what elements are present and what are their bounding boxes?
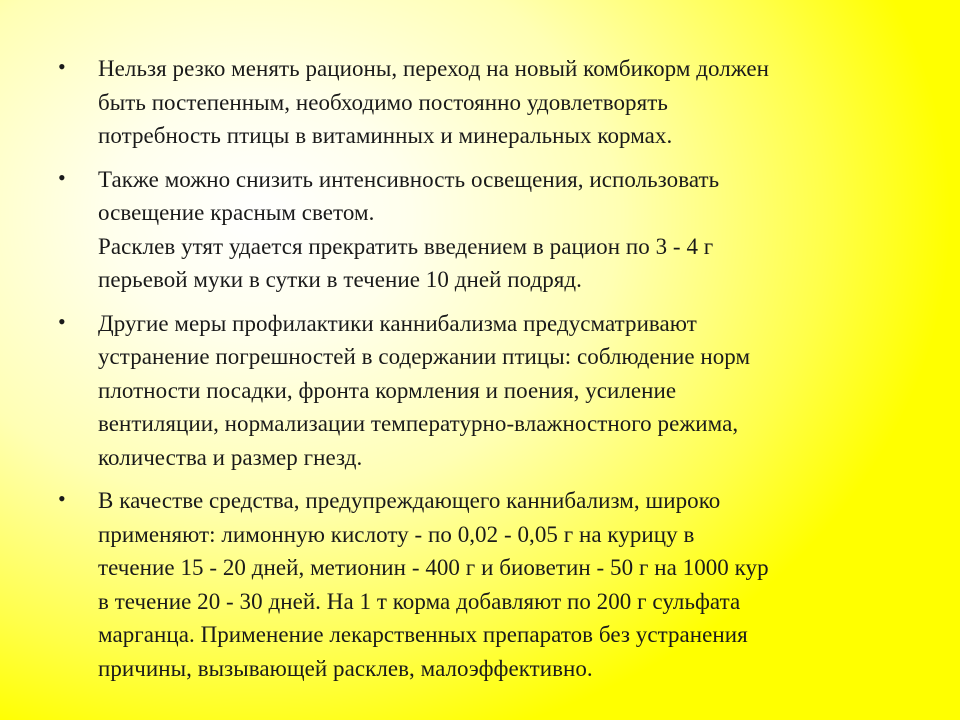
bullet-line: течение 15 - 20 дней, метионин - 400 г и биоветин - 50 г на 1000 кур — [98, 555, 769, 580]
bullet-line: быть постепенным, необходимо постоянно удовлетворять — [98, 89, 668, 115]
bullet-line: Также можно снизить интенсивность освещения, использовать — [98, 166, 720, 192]
bullet-line: освещение красным светом. — [98, 200, 375, 225]
bullet-marker: • — [58, 54, 66, 79]
bullet-line: причины, вызывающей расклев, малоэффективно. — [98, 655, 593, 681]
bullet-marker: • — [58, 164, 66, 190]
bullet-list — [58, 52, 868, 695]
bullet-line: плотности посадки, фронта кормления и поения, усиление — [98, 377, 677, 403]
bullet-line: количества и размер гнезд. — [98, 444, 363, 470]
bullet-line: в течение 20 - 30 дней. На 1 т корма добавляют по 200 г сульфата — [98, 588, 741, 614]
bullet-item-preventive-agents — [58, 484, 868, 685]
bullet-line: Нельзя резко менять рационы, переход на новый комбикорм должен — [98, 56, 770, 81]
bullet-line: марганца. Применение лекарственных препаратов без устранения — [98, 622, 748, 647]
bullet-item-feed-transition — [58, 52, 868, 153]
bullet-marker: • — [58, 308, 66, 334]
bullet-line: перьевой муки в сутки в течение 10 дней подряд. — [98, 267, 582, 292]
bullet-line: устранение погрешностей в содержании птицы: соблюдение норм — [98, 344, 751, 369]
bullet-line: вентиляции, нормализации температурно-влажностного режима, — [98, 411, 739, 436]
bullet-line: применяют: лимонную кислоту - по 0,02 - 0,05 г на курицу в — [98, 521, 695, 547]
bullet-line: В качестве средства, предупреждающего каннибализм, широко — [98, 488, 721, 513]
bullet-item-prevention-measures — [58, 307, 868, 475]
bullet-item-lighting — [58, 163, 868, 297]
bullet-marker: • — [58, 486, 66, 511]
bullet-line: потребность птицы в витаминных и минеральных кормах. — [98, 123, 673, 148]
bullet-line: Расклев утят удается прекратить введением в рацион по 3 - 4 г — [98, 233, 714, 259]
bullet-line: Другие меры профилактики каннибализма предусматривают — [98, 310, 697, 336]
